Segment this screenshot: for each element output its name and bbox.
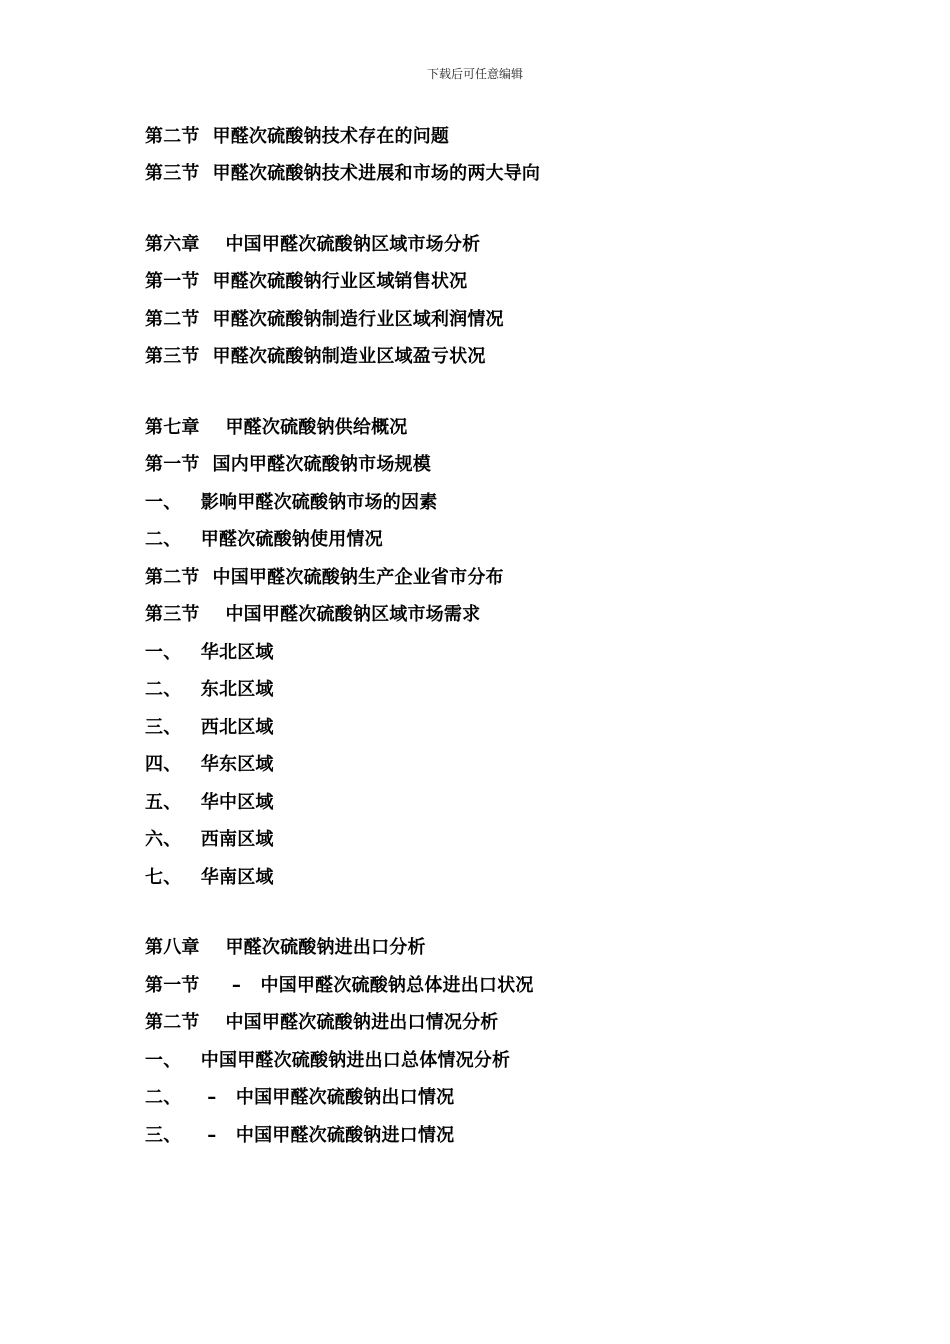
toc-line: 第二节 中国甲醛次硫酸钠进出口情况分析 (145, 1012, 499, 1033)
toc-line: 第一节 甲醛次硫酸钠行业区域销售状况 (145, 271, 468, 292)
toc-line: 第二节 中国甲醛次硫酸钠生产企业省市分布 (145, 567, 504, 588)
toc-chapter-heading: 第七章 甲醛次硫酸钠供给概况 (145, 417, 408, 438)
toc-line: 第一节 – 中国甲醛次硫酸钠总体进出口状况 (145, 975, 534, 996)
toc-line: 一、 华北区域 (145, 642, 274, 663)
toc-line: 第二节 甲醛次硫酸钠制造行业区域利润情况 (145, 309, 504, 330)
page-header-note: 下载后可任意编辑 (426, 67, 523, 81)
toc-line: 第一节 国内甲醛次硫酸钠市场规模 (145, 454, 431, 475)
toc-chapter-heading: 第八章 甲醛次硫酸钠进出口分析 (145, 937, 426, 958)
toc-line: 三、 西北区域 (145, 717, 274, 738)
toc-line: 三、 – 中国甲醛次硫酸钠进口情况 (145, 1125, 455, 1146)
toc-line: 第二节 甲醛次硫酸钠技术存在的问题 (145, 126, 450, 147)
toc-line: 五、 华中区域 (145, 792, 274, 813)
toc-line: 二、 东北区域 (145, 679, 274, 700)
toc-chapter-heading: 第六章 中国甲醛次硫酸钠区域市场分析 (145, 234, 481, 255)
toc-line: 二、 甲醛次硫酸钠使用情况 (145, 529, 383, 550)
toc-line: 四、 华东区域 (145, 754, 274, 775)
toc-line: 七、 华南区域 (145, 867, 274, 888)
toc-line: 一、 中国甲醛次硫酸钠进出口总体情况分析 (145, 1050, 511, 1071)
toc-line: 第三节 中国甲醛次硫酸钠区域市场需求 (145, 604, 481, 625)
toc-line: 第三节 甲醛次硫酸钠制造业区域盈亏状况 (145, 346, 486, 367)
toc-line: 一、 影响甲醛次硫酸钠市场的因素 (145, 492, 438, 513)
toc-line: 二、 – 中国甲醛次硫酸钠出口情况 (145, 1087, 455, 1108)
toc-line: 第三节 甲醛次硫酸钠技术进展和市场的两大导向 (145, 163, 541, 184)
toc-line: 六、 西南区域 (145, 829, 274, 850)
